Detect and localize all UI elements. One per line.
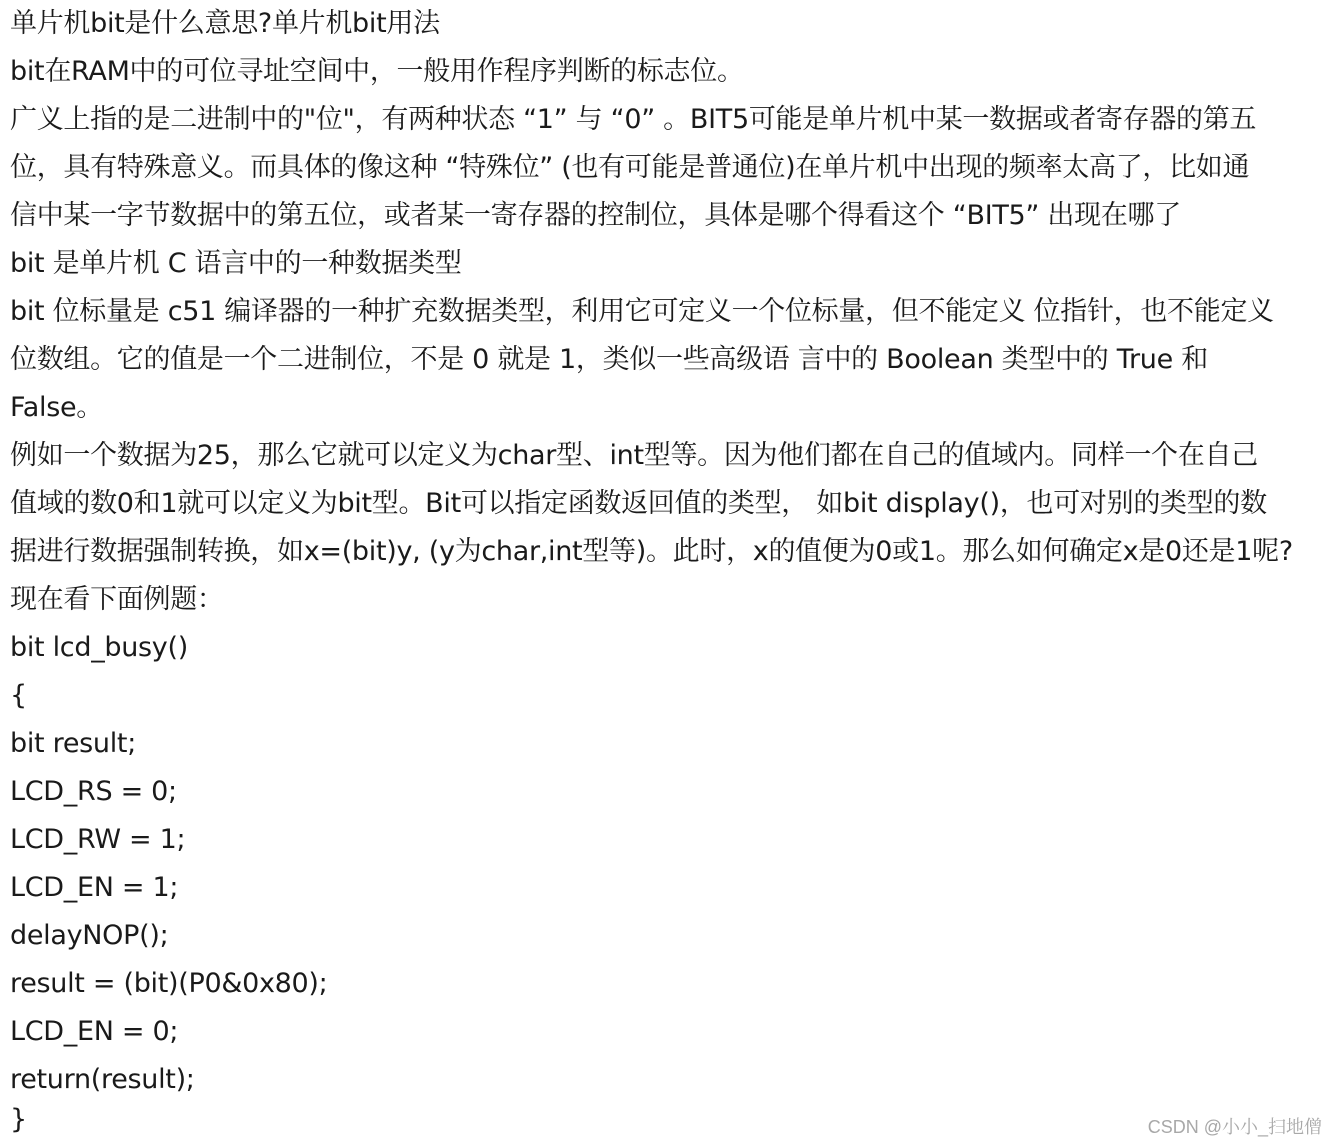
code-line-7: delayNOP();: [10, 920, 169, 951]
code-line-9: LCD_EN = 0;: [10, 1016, 179, 1047]
code-line-5: LCD_RW = 1;: [10, 824, 186, 855]
paragraph-line-3: 位，具有特殊意义。而具体的像这种 “特殊位” (也有可能是普通位)在单片机中出现的频率太高了，比如通: [10, 152, 1250, 183]
code-line-10: return(result);: [10, 1064, 195, 1095]
paragraph-line-7: 位数组。它的值是一个二进制位，不是 0 就是 1，类似一些高级语 言中的 Boolean 类型中的 True 和: [10, 344, 1208, 375]
code-line-2: {: [10, 680, 27, 711]
paragraph-line-4: 信中某一字节数据中的第五位，或者某一寄存器的控制位，具体是哪个得看这个 “BIT5” 出现在哪了: [10, 200, 1181, 231]
watermark-text: CSDN @小小_扫地僧: [1147, 1117, 1322, 1137]
article-title: 单片机bit是什么意思?单片机bit用法: [10, 8, 440, 39]
paragraph-line-8: False。: [10, 392, 103, 423]
paragraph-line-9: 例如一个数据为25，那么它就可以定义为char型、int型等。因为他们都在自己的值域内。同样一个在自己: [10, 440, 1258, 471]
code-line-3: bit result;: [10, 728, 136, 759]
paragraph-line-6: bit 位标量是 c51 编译器的一种扩充数据类型，利用它可定义一个位标量，但不能定义 位指针，也不能定义: [10, 296, 1274, 327]
code-line-1: bit lcd_busy(): [10, 632, 188, 663]
code-line-6: LCD_EN = 1;: [10, 872, 179, 903]
paragraph-line-2: 广义上指的是二进制中的"位"，有两种状态 “1” 与 “0” 。BIT5可能是单片机中某一数据或者寄存器的第五: [10, 104, 1257, 135]
paragraph-line-11: 据进行数据强制转换，如x=(bit)y, (y为char,int型等)。此时，x的值便为0或1。那么如何确定x是0还是1呢?: [10, 536, 1293, 567]
code-line-4: LCD_RS = 0;: [10, 776, 177, 807]
paragraph-line-5: bit 是单片机 C 语言中的一种数据类型: [10, 248, 462, 279]
paragraph-line-10: 值域的数0和1就可以定义为bit型。Bit可以指定函数返回值的类型， 如bit display()，也可对别的类型的数: [10, 488, 1267, 519]
code-line-11: }: [10, 1104, 27, 1135]
paragraph-line-1: bit在RAM中的可位寻址空间中，一般用作程序判断的标志位。: [10, 56, 744, 87]
paragraph-line-12: 现在看下面例题：: [10, 584, 224, 615]
code-line-8: result = (bit)(P0&0x80);: [10, 968, 328, 999]
